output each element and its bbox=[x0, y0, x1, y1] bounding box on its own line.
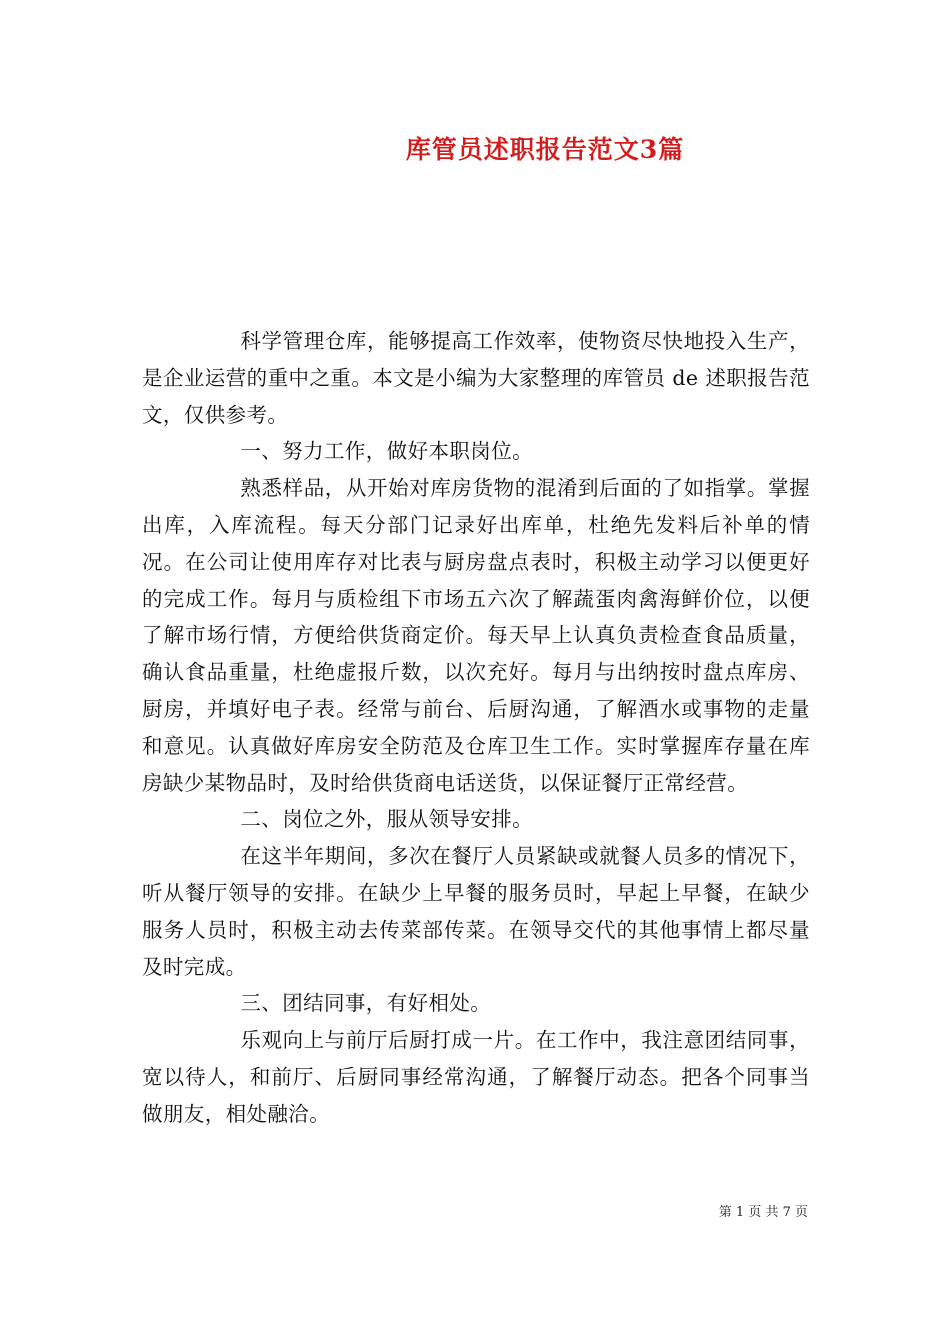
document-title: 库管员述职报告范文3篇 bbox=[405, 135, 685, 164]
section-heading-3: 三、团结同事，有好相处。 bbox=[240, 991, 492, 1016]
section-heading-1: 一、努力工作，做好本职岗位。 bbox=[240, 439, 533, 464]
section-heading-2: 二、岗位之外，服从领导安排。 bbox=[240, 807, 533, 832]
section-body-1: 熟悉样品，从开始对库房货物的混淆到后面的了如指掌。掌握出库，入库流程。每天分部门记录好出库单，杜绝先发料后补单的情况。在公司让使用库存对比表与厨房盘点表时，积极主动学习以便更好的完成工作。每月与质检组下市场五六次了解蔬蛋肉禽海鲜价位，以便了解市场行情，方便给供货商定价。每天早上认真负责检查食品质量，确认食品重量，杜绝虚报斤数，以次充好。每月与出纳按时盘点库房、厨房，并填好电子表。经常与前台、后厨沟通，了解酒水或事物的走量和意见。认真做好库房安全防范及仓库卫生工作。实时掌握库存量在库房缺少某物品时，及时给供货商电话送货，以保证餐厅正常经营。 bbox=[142, 476, 810, 795]
section-body-2: 在这半年期间，多次在餐厅人员紧缺或就餐人员多的情况下，听从餐厅领导的安排。在缺少上早餐的服务员时，早起上早餐，在缺少服务人员时，积极主动去传菜部传菜。在领导交代的其他事情上都尽量及时完成。 bbox=[142, 844, 810, 979]
document-body bbox=[142, 323, 810, 1133]
section-body-3: 乐观向上与前厅后厨打成一片。在工作中，我注意团结同事，宽以待人，和前厅、后厨同事经常沟通，了解餐厅动态。把各个同事当做朋友，相处融洽。 bbox=[142, 1028, 810, 1126]
intro-paragraph: 科学管理仓库，能够提高工作效率，使物资尽快地投入生产，是企业运营的重中之重。本文是小编为大家整理的库管员 de 述职报告范文，仅供参考。 bbox=[142, 329, 810, 427]
page-number-footer: 第 1 页 共 7 页 bbox=[718, 1205, 808, 1220]
